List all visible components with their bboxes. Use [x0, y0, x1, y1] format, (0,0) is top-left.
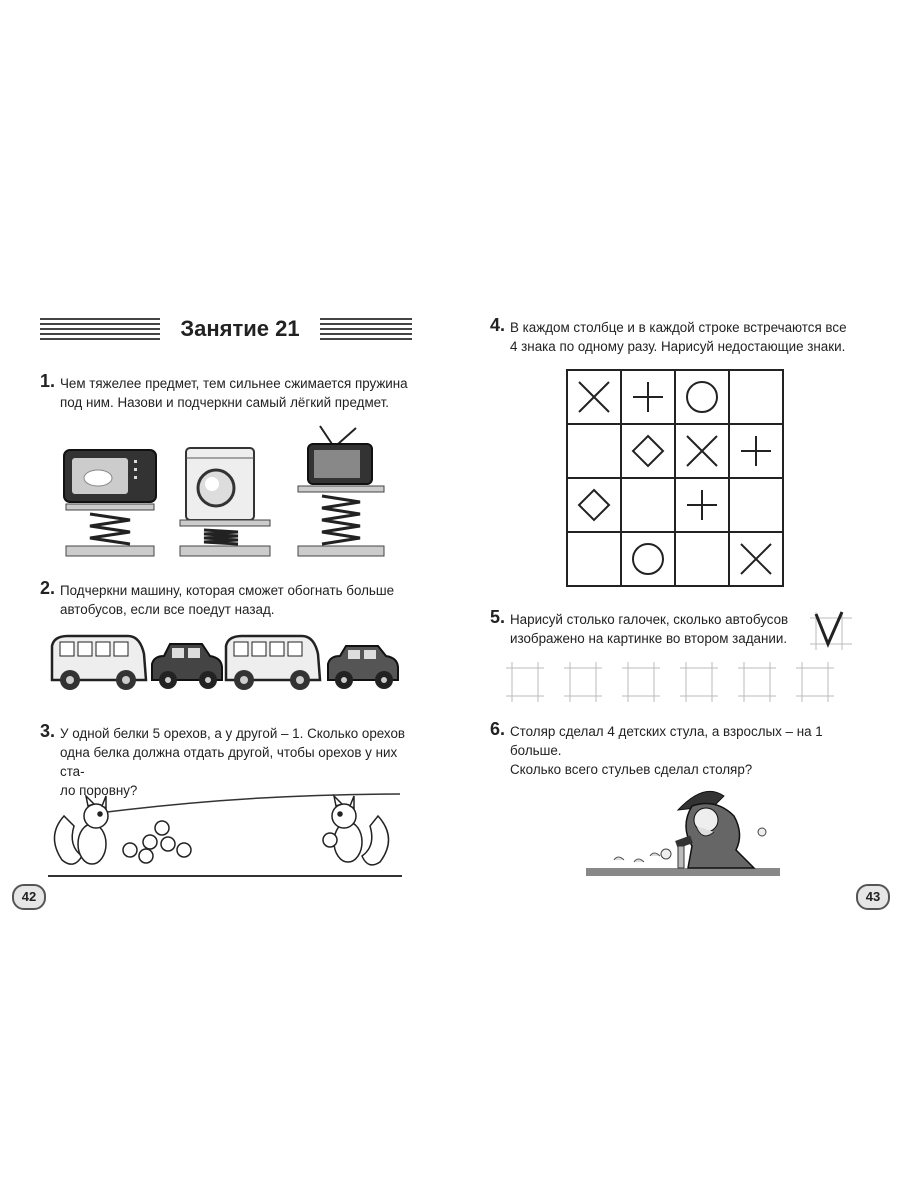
tv-icon	[298, 426, 384, 556]
grid-cell[interactable]	[729, 370, 783, 424]
task-3	[40, 721, 420, 798]
bus-icon	[226, 636, 320, 690]
lesson-title-band	[40, 314, 412, 344]
task-line: В каждом столбце и в каждой строке встречаются все	[510, 320, 847, 335]
tick-box[interactable]	[680, 662, 718, 702]
microwave-icon	[64, 450, 156, 556]
tick-boxes[interactable]	[504, 660, 854, 704]
page-number-left: 42	[12, 884, 46, 910]
tick-box[interactable]	[622, 662, 660, 702]
task-line: изображено на картинке во втором задании.	[510, 631, 788, 646]
task-number: 1.	[40, 371, 56, 391]
squirrel-icon	[323, 796, 389, 865]
grid-cell[interactable]	[621, 370, 675, 424]
washing-machine-icon	[180, 448, 270, 556]
task-line: ло поровну?	[60, 783, 138, 798]
bus-icon	[52, 636, 146, 690]
task-line: Чем тяжелее предмет, тем сильнее сжимается пружина	[60, 376, 408, 391]
task-number: 4.	[490, 315, 506, 335]
task-6	[490, 719, 870, 777]
task-line: Сколько всего стульев сделал столяр?	[510, 762, 753, 777]
tick-box[interactable]	[796, 662, 834, 702]
task-2	[40, 578, 420, 621]
grid-cell[interactable]	[567, 532, 621, 586]
task-line: 4 знака по одному разу. Нарисуй недостающие знаки.	[510, 339, 846, 354]
tick-box[interactable]	[738, 662, 776, 702]
page-number-right: 43	[856, 884, 890, 910]
task-1	[40, 371, 420, 414]
grid-cell[interactable]	[729, 424, 783, 478]
grid-cell[interactable]	[675, 532, 729, 586]
grid-cell[interactable]	[729, 532, 783, 586]
grid-cell[interactable]	[621, 532, 675, 586]
grid-cell[interactable]	[729, 478, 783, 532]
carpenter-icon	[584, 786, 784, 882]
car-icon	[328, 646, 398, 689]
grid-cell[interactable]	[567, 424, 621, 478]
grid-cell[interactable]	[675, 370, 729, 424]
task-4	[490, 315, 870, 358]
task-number: 3.	[40, 721, 56, 741]
check-mark-example-icon	[808, 608, 854, 652]
symbol-grid[interactable]	[566, 369, 784, 587]
task-number: 6.	[490, 719, 506, 739]
grid-cell[interactable]	[621, 424, 675, 478]
squirrels-illustration	[44, 786, 406, 882]
nut-icon	[123, 821, 191, 863]
grid-cell[interactable]	[621, 478, 675, 532]
springs-illustration	[40, 424, 420, 564]
title-stripes-right	[320, 318, 412, 340]
lesson-title: Занятие 21	[160, 314, 320, 344]
task-line: Нарисуй столько галочек, сколько автобусов	[510, 612, 789, 627]
grid-cell[interactable]	[567, 370, 621, 424]
task-line: У одной белки 5 орехов, а у другой – 1. Сколько орехов	[60, 726, 406, 741]
tick-box[interactable]	[564, 662, 602, 702]
task-line: под ним. Назови и подчеркни самый лёгкий предмет.	[60, 395, 390, 410]
grid-cell[interactable]	[675, 478, 729, 532]
title-stripes-left	[40, 318, 162, 340]
squirrel-icon	[54, 796, 108, 864]
tick-box[interactable]	[506, 662, 544, 702]
car-icon	[152, 644, 222, 689]
task-number: 2.	[40, 578, 56, 598]
vehicles-illustration	[44, 628, 404, 694]
task-5	[490, 607, 790, 650]
task-line: одна белка должна отдать другой, чтобы орехов у них ста-	[60, 745, 398, 779]
task-line: автобусов, если все поедут назад.	[60, 602, 275, 617]
task-line: Подчеркни машину, которая сможет обогнать больше	[60, 583, 395, 598]
grid-cell[interactable]	[567, 478, 621, 532]
task-line: Столяр сделал 4 детских стула, а взрослых – на 1 больше.	[510, 724, 823, 758]
grid-cell[interactable]	[675, 424, 729, 478]
task-number: 5.	[490, 607, 506, 627]
